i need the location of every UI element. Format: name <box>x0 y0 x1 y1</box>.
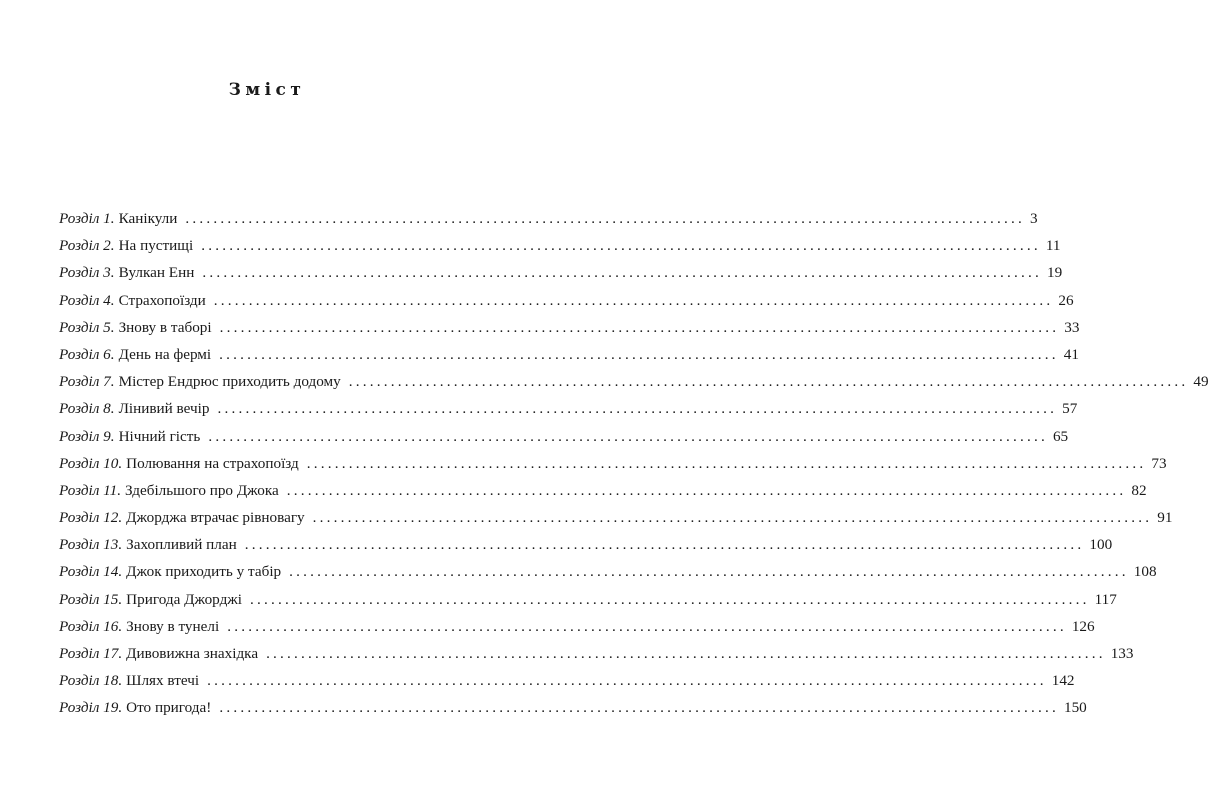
chapter-number: Розділ 4. <box>59 291 115 309</box>
dot-leader: ........................................................................................................................ <box>266 645 1106 662</box>
chapter-title: Захопливий план <box>126 536 237 554</box>
chapter-title: Ото пригода! <box>126 699 212 717</box>
dot-leader: ........................................................................................................................ <box>306 454 1147 472</box>
chapter-number: Розділ 5. <box>59 318 115 336</box>
dot-leader: ........................................................................................................................ <box>219 699 1059 717</box>
chapter-number: Розділ 3. <box>59 264 115 282</box>
chapter-number: Розділ 13. <box>59 536 123 554</box>
page-number: 3 <box>1030 210 1038 227</box>
chapter-title: Лінивий вечір <box>118 400 210 418</box>
dot-leader: ........................................................................................................................ <box>348 373 1189 391</box>
chapter-number: Розділ 12. <box>59 509 123 527</box>
chapter-number: Розділ 7. <box>59 373 115 391</box>
dot-leader: ........................................................................................................................ <box>250 590 1090 608</box>
toc-entry <box>59 617 1095 645</box>
dot-leader: ........................................................................................................................ <box>219 345 1059 363</box>
dot-leader: ........................................................................................................................ <box>201 237 1041 255</box>
page-number: 150 <box>1063 699 1087 717</box>
toc-entry <box>59 536 1113 563</box>
page-number: 82 <box>1131 481 1147 499</box>
chapter-title: Канікули <box>118 210 178 227</box>
chapter-number: Розділ 11. <box>59 481 122 499</box>
toc-entry <box>59 291 1074 319</box>
page-number: 117 <box>1094 590 1117 608</box>
dot-leader: ........................................................................................................................ <box>207 672 1047 690</box>
page-number: 11 <box>1045 237 1061 255</box>
dot-leader: ........................................................................................................................ <box>213 291 1054 309</box>
page-number: 33 <box>1064 318 1080 336</box>
chapter-number: Розділ 6. <box>59 345 115 363</box>
toc-entry <box>59 645 1134 672</box>
dot-leader: ........................................................................................................................ <box>208 427 1048 445</box>
chapter-title: На пустищі <box>118 237 194 255</box>
dot-leader: ........................................................................................................................ <box>244 536 1085 554</box>
page-title: Зміст <box>228 80 306 100</box>
page-number: 26 <box>1058 291 1074 309</box>
chapter-number: Розділ 1. <box>59 210 115 227</box>
page-number: 91 <box>1157 509 1173 527</box>
chapter-title: Вулкан Енн <box>118 264 195 282</box>
page-number: 133 <box>1110 645 1134 662</box>
chapter-title: Джок приходить у табір <box>126 563 282 581</box>
chapter-title: Шлях втечі <box>126 672 200 690</box>
page-number: 142 <box>1051 672 1075 690</box>
chapter-number: Розділ 16. <box>59 617 123 635</box>
page-number: 100 <box>1089 536 1113 554</box>
page-number: 41 <box>1063 345 1079 363</box>
page-number: 65 <box>1052 427 1069 445</box>
chapter-number: Розділ 19. <box>59 699 123 717</box>
page-number: 49 <box>1193 373 1209 391</box>
chapter-number: Розділ 17. <box>59 645 123 662</box>
table-of-contents <box>59 210 1209 727</box>
toc-entry <box>59 237 1061 264</box>
toc-entry <box>59 210 1038 237</box>
toc-entry <box>59 699 1087 726</box>
toc-entry <box>59 373 1209 400</box>
chapter-title: Нічний гість <box>118 427 201 445</box>
chapter-title: Пригода Джорджі <box>126 590 243 608</box>
chapter-title: Джорджа втрачає рівновагу <box>126 509 305 527</box>
page-number: 73 <box>1151 454 1167 472</box>
chapter-number: Розділ 14. <box>59 563 123 581</box>
chapter-number: Розділ 10. <box>59 454 123 472</box>
toc-entry <box>59 563 1157 590</box>
toc-entry <box>59 481 1147 509</box>
dot-leader: ........................................................................................................................ <box>227 617 1067 635</box>
toc-entry <box>59 400 1078 427</box>
toc-entry <box>59 590 1117 618</box>
dot-leader: ........................................................................................................................ <box>202 264 1042 282</box>
dot-leader: ........................................................................................................................ <box>286 481 1127 499</box>
toc-entry <box>59 318 1080 346</box>
page-number: 126 <box>1071 617 1095 635</box>
chapter-title: Здебільшого про Джока <box>125 481 279 499</box>
page-number: 57 <box>1062 400 1078 418</box>
toc-entry <box>59 345 1079 373</box>
toc-entry <box>59 454 1167 482</box>
page-number: 108 <box>1133 563 1157 581</box>
chapter-number: Розділ 2. <box>59 237 115 255</box>
dot-leader: ........................................................................................................................ <box>289 563 1129 581</box>
page-number: 19 <box>1046 264 1063 282</box>
chapter-number: Розділ 15. <box>59 590 123 608</box>
toc-entry <box>59 264 1063 291</box>
dot-leader: ........................................................................................................................ <box>217 400 1058 418</box>
chapter-number: Розділ 9. <box>59 427 115 445</box>
chapter-number: Розділ 18. <box>59 672 123 690</box>
dot-leader: ........................................................................................................................ <box>312 509 1153 527</box>
dot-leader: ........................................................................................................................ <box>185 210 1026 227</box>
chapter-title: Знову в таборі <box>118 318 212 336</box>
chapter-title: Страхопоїзди <box>118 291 206 309</box>
dot-leader: ........................................................................................................................ <box>219 318 1060 336</box>
chapter-number: Розділ 8. <box>59 400 115 418</box>
toc-entry <box>59 509 1173 536</box>
toc-entry <box>59 427 1069 455</box>
chapter-title: День на фермі <box>118 345 212 363</box>
chapter-title: Містер Ендрюс приходить додому <box>118 373 341 391</box>
chapter-title: Полювання на страхопоїзд <box>126 454 299 472</box>
chapter-title: Дивовижна знахідка <box>126 645 259 662</box>
chapter-title: Знову в тунелі <box>126 617 220 635</box>
toc-entry <box>59 672 1075 699</box>
